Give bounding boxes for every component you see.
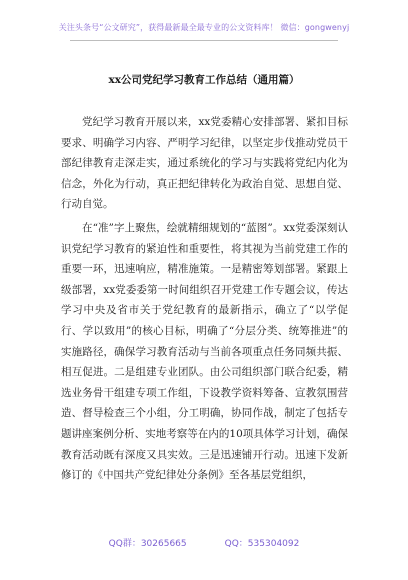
body-paragraph-1: 党纪学习教育开展以来，xx党委精心安排部署、紧扣目标要求、明确学习内容、严明学习纪律，以坚定步伐推动党员干部纪律教育走深走实，通过系统化的学习与实践将党纪内化为信念，外化为行动，真正把纪律转化为政治自觉、思想自觉、行动自觉。 (61, 116, 348, 211)
document-title: xx公司党纪学习教育工作总结（通用篇） (108, 74, 300, 86)
header-banner: 关注头条号“公文研究”，获得最新最全最专业的公文资料库！ 微信：gongwenyj (58, 23, 350, 32)
footer-qq-number: QQ：535304092 (224, 539, 300, 549)
footer-qq-group: QQ群：30265665 (108, 539, 187, 549)
document-body (61, 112, 348, 489)
header-divider (70, 40, 338, 41)
footer-contact (0, 536, 408, 549)
body-paragraph-2: 在“准”字上聚焦，绘就精细规划的“蓝图”。xx党委深刻认识党纪学习教育的紧迫性和重要性，将其视为当前党建工作的重要一环，迅速响应，精准施策。一是精密筹划部署。紧跟上级部署，xx党委委第一时间组织召开党建工作专题会议，传达学习中央及省市关于党纪教育的最新指示，确立了“以学促行、学以致用”的核心目标，明确了“分层分类、统筹推进”的实施路径，确保学习教育活动与当前各项重点任务同频共振、相互促进。二是组建专业团队。由公司组织部门联合纪委，精选业务骨干组建专项工作组，下设教学资料筹备、宣教氛围营造、督导检查三个小组，分工明确，协同作战，制定了包括专题讲座案例分析、实地考察等在内的10项具体学习计划，确保教育活动既有深度又具实效。三是迅速铺开行动。迅速下发新修订的《中国共产党纪律处分条例》至各基层党组织， (61, 221, 348, 482)
